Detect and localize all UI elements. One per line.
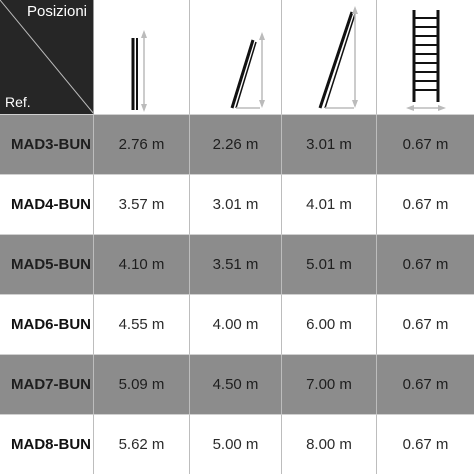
value-cell: 0.67 m [377,414,474,474]
rows-header-label: Ref. [5,94,31,110]
value-cell: 4.01 m [282,174,377,234]
value-cell: 0.67 m [377,294,474,354]
value-cell: 2.26 m [190,114,282,174]
value-cell: 3.57 m [94,174,190,234]
ladder-width-icon [377,0,474,114]
value-cell: 4.10 m [94,234,190,294]
table-corner-header [0,0,94,114]
value-cell: 5.00 m [190,414,282,474]
value-cell: 8.00 m [282,414,377,474]
ref-cell: MAD7-BUN [0,354,94,414]
ref-cell: MAD4-BUN [0,174,94,234]
value-cell: 5.62 m [94,414,190,474]
value-cell: 4.00 m [190,294,282,354]
ref-cell: MAD8-BUN [0,414,94,474]
value-cell: 0.67 m [377,234,474,294]
ref-cell: MAD5-BUN [0,234,94,294]
value-cell: 2.76 m [94,114,190,174]
value-cell: 5.09 m [94,354,190,414]
value-cell: 0.67 m [377,174,474,234]
ref-cell: MAD6-BUN [0,294,94,354]
value-cell: 6.00 m [282,294,377,354]
value-cell: 3.01 m [282,114,377,174]
value-cell: 4.50 m [190,354,282,414]
ladder-closed-icon [94,0,190,114]
value-cell: 0.67 m [377,114,474,174]
columns-header-label: Posizioni [26,3,87,20]
ladder-lean-long-icon [282,0,377,114]
value-cell: 7.00 m [282,354,377,414]
value-cell: 3.51 m [190,234,282,294]
value-cell: 5.01 m [282,234,377,294]
ref-cell: MAD3-BUN [0,114,94,174]
value-cell: 3.01 m [190,174,282,234]
value-cell: 0.67 m [377,354,474,414]
ladder-lean-short-icon [190,0,282,114]
value-cell: 4.55 m [94,294,190,354]
